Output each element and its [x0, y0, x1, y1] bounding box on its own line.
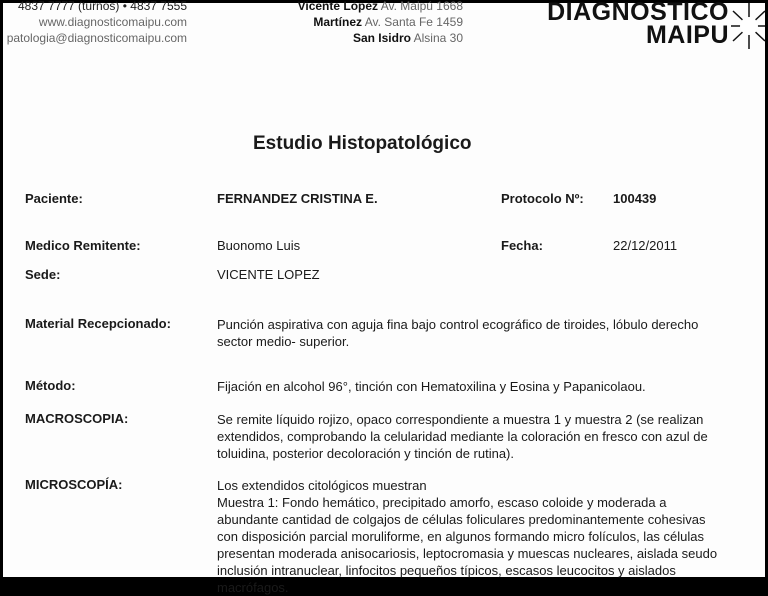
page-title: Estudio Histopatológico — [253, 133, 472, 154]
microscopia-label: MICROSCOPÍA: — [25, 477, 123, 492]
fecha-label: Fecha: — [501, 238, 543, 253]
paciente-label: Paciente: — [25, 191, 83, 206]
phones: 4837 7777 (turnos) • 4837 7555 — [18, 0, 187, 13]
protocolo-value: 100439 — [613, 191, 657, 206]
material-label: Material Recepcionado: — [25, 316, 171, 331]
protocolo-label: Protocolo Nº: — [501, 191, 584, 206]
location: San Isidro Alsina 30 — [352, 31, 463, 45]
microscopia-intro: Los extendidos citológicos muestran — [217, 478, 427, 493]
locations-block — [298, 0, 463, 46]
metodo-value: Fijación en alcohol 96°, tinción con Hematoxilina y Eosina y Papanicolaou. — [217, 379, 646, 394]
macroscopia-value: Se remite líquido rojizo, opaco correspondiente a muestra 1 y muestra 2 (se realizan extendidos, comprobando la celularidad mediante la coloración en fresco con azul de toluidina, posterior decoloración y tinción de rutina). — [217, 412, 708, 461]
medico-label: Medico Remitente: — [25, 238, 141, 253]
location: Martínez Av. Santa Fe 1459 — [313, 15, 463, 29]
sun-logo-icon — [729, 3, 765, 49]
paciente-value: FERNANDEZ CRISTINA E. — [217, 191, 378, 206]
macroscopia-label: MACROSCOPIA: — [25, 411, 129, 426]
document-page — [3, 0, 765, 595]
fecha-value: 22/12/2011 — [613, 238, 678, 253]
microscopia-value: Muestra 1: Fondo hemático, precipitado amorfo, escaso coloide y moderada a abundante cantidad de colgajos de células foliculares predominantemente cohesivas con disposición parcial moruliforme, en algunos formando micro folículos, las células presentan moderada anisocariosis, leptocromasia y muescas nucleares, aislada seudo inclusión intranuclear, linfocitos pequeños típicos, escasos leucocitos y aislados macrófagos. — [217, 495, 718, 595]
website: www.diagnosticomaipu.com — [38, 15, 187, 29]
location: Vicente López Av. Maipú 1668 — [297, 0, 463, 13]
medico-value: Buonomo Luis — [217, 238, 301, 253]
contact-block — [7, 0, 187, 46]
material-value: Punción aspirativa con aguja fina bajo control ecográfico de tiroides, lóbulo derecho sector medio- superior. — [217, 317, 699, 349]
email: patologia@diagnosticomaipu.com — [6, 31, 187, 45]
logo: DIAGNOSTICO MAIPU — [547, 0, 729, 49]
metodo-label: Método: — [25, 378, 76, 393]
sede-label: Sede: — [25, 267, 61, 282]
sede-value: VICENTE LOPEZ — [217, 267, 320, 282]
